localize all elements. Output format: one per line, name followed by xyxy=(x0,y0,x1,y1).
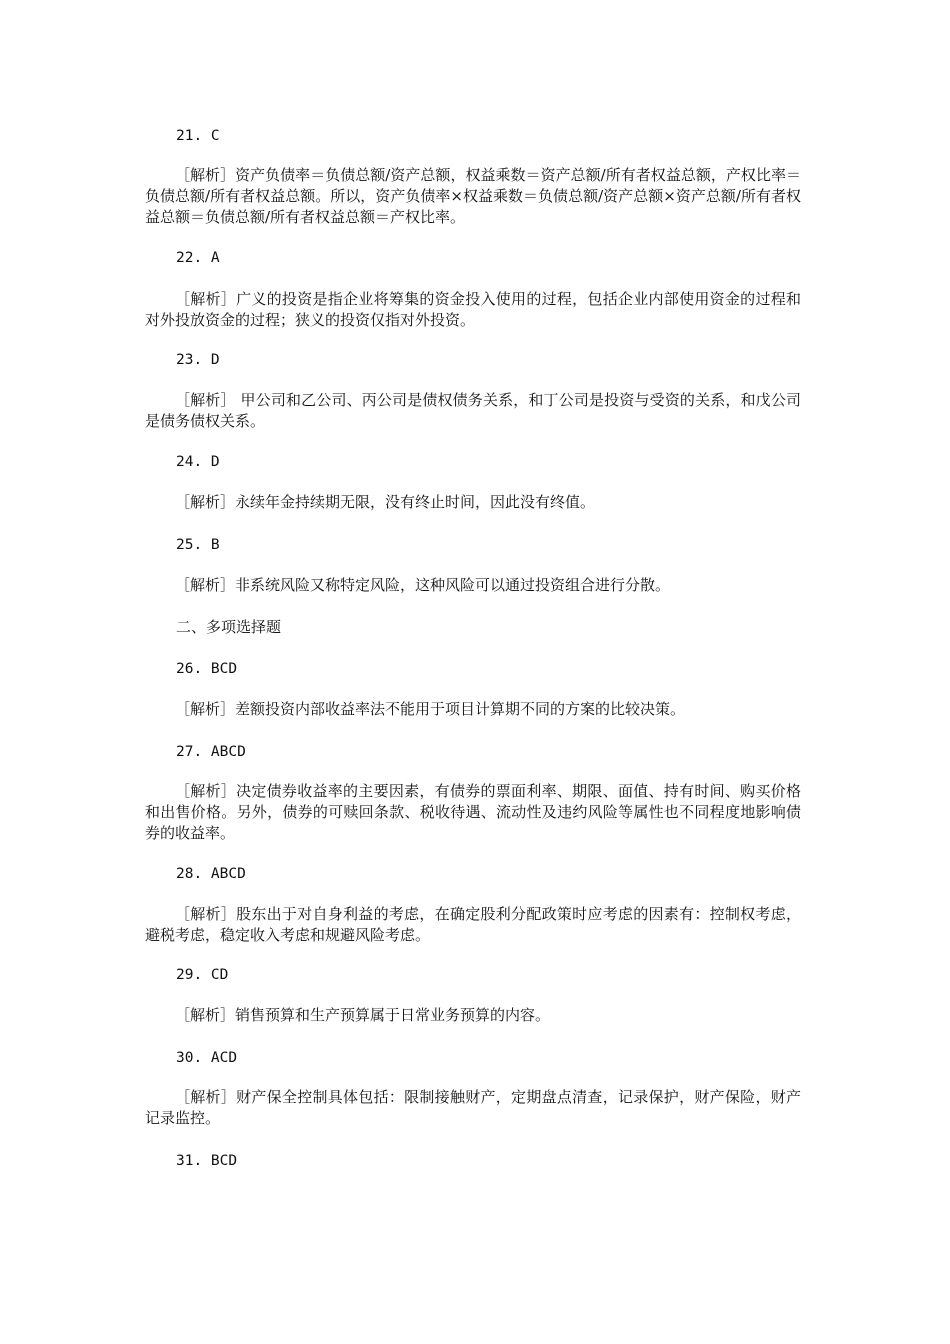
analysis-25: ［解析］非系统风险又称特定风险，这种风险可以通过投资组合进行分散。 xyxy=(175,576,671,594)
answer-24: 24. D xyxy=(176,454,220,470)
answer-22: 22. A xyxy=(176,250,220,266)
analysis-24: ［解析］永续年金持续期无限，没有终止时间，因此没有终值。 xyxy=(175,493,596,511)
analysis-28: ［解析］股东出于对自身利益的考虑，在确定股利分配政策时应考虑的因素有：控制权考虑，避税考虑，稳定收入考虑和规避风险考虑。 xyxy=(145,905,801,944)
analysis-21: ［解析］资产负债率＝负债总额/资产总额，权益乘数＝资产总额/所有者权益总额，产权比率＝负债总额/所有者权益总额。所以，资产负债率×权益乘数＝负债总额/资产总额×资产总额/所有者权益总额＝负债总额/所有者权益总额＝产权比率。 xyxy=(145,166,801,226)
answer-28: 28. ABCD xyxy=(176,866,246,882)
answer-27: 27. ABCD xyxy=(176,744,246,760)
answer-29: 29. CD xyxy=(176,967,229,983)
analysis-29: ［解析］销售预算和生产预算属于日常业务预算的内容。 xyxy=(175,1006,551,1024)
analysis-23: ［解析］ 甲公司和乙公司、丙公司是债权债务关系，和丁公司是投资与受资的关系，和戊公司是债务债权关系。 xyxy=(145,391,801,430)
answer-25: 25. B xyxy=(176,537,220,553)
analysis-27: ［解析］决定债券收益率的主要因素，有债券的票面利率、期限、面值、持有时间、购买价格和出售价格。另外，债券的可赎回条款、税收待遇、流动性及违约风险等属性也不同程度地影响债券的收益率。 xyxy=(145,782,801,842)
analysis-26: ［解析］差额投资内部收益率法不能用于项目计算期不同的方案的比较决策。 xyxy=(175,700,686,718)
answer-31: 31. BCD xyxy=(176,1153,238,1169)
answer-23: 23. D xyxy=(176,352,220,368)
section-heading: 二、多项选择题 xyxy=(176,618,282,636)
answer-21: 21. C xyxy=(176,128,220,144)
analysis-30: ［解析］财产保全控制具体包括：限制接触财产，定期盘点清查，记录保护，财产保险，财产记录监控。 xyxy=(145,1088,801,1127)
analysis-22: ［解析］广义的投资是指企业将筹集的资金投入使用的过程，包括企业内部使用资金的过程和对外投放资金的过程；狭义的投资仅指对外投资。 xyxy=(145,290,801,329)
answer-26: 26. BCD xyxy=(176,661,238,677)
answer-30: 30. ACD xyxy=(176,1050,238,1066)
